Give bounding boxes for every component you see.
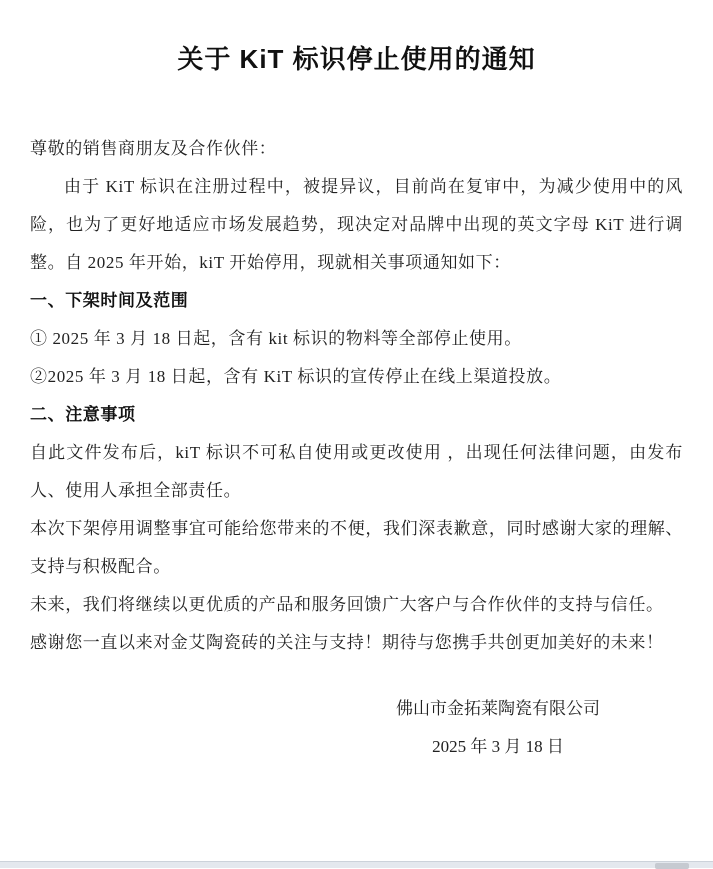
signature-company: 佛山市金拓莱陶瓷有限公司	[396, 699, 600, 718]
section-1-heading: 一、下架时间及范围	[30, 291, 189, 310]
scrollbar-thumb[interactable]	[655, 863, 689, 869]
body-paragraph-future: 未来，我们将继续以更优质的产品和服务回馈广大客户与合作伙伴的支持与信任。	[30, 595, 664, 614]
section-1-item-1: ① 2025 年 3 月 18 日起，含有 kit 标识的物料等全部停止使用。	[30, 329, 522, 348]
intro-paragraph: 由于 KiT 标识在注册过程中，被提异议，目前尚在复审中，为减少使用中的风险，也为了更好地适应市场发展趋势，现决定对品牌中出现的英文字母 KiT 进行调整。自 2025 年开始，kiT 开始停用，现就相关事项通知如下：	[30, 177, 683, 272]
horizontal-scrollbar[interactable]	[0, 861, 713, 868]
signature-date: 2025 年 3 月 18 日	[432, 737, 564, 756]
body-paragraph-apology: 本次下架停用调整事宜可能给您带来的不便，我们深表歉意，同时感谢大家的理解、支持与积极配合。	[30, 519, 683, 576]
greeting-line: 尊敬的销售商朋友及合作伙伴：	[30, 139, 277, 158]
signature-block	[348, 690, 648, 766]
body-paragraph-thanks: 感谢您一直以来对金艾陶瓷砖的关注与支持！期待与您携手共创更加美好的未来！	[30, 633, 664, 652]
document-title: 关于 KiT 标识停止使用的通知	[177, 44, 536, 74]
section-1-item-2: ②2025 年 3 月 18 日起，含有 KiT 标识的宣传停止在线上渠道投放。	[30, 367, 562, 386]
section-2-heading: 二、注意事项	[30, 405, 136, 424]
body-paragraph-legal: 自此文件发布后，kiT 标识不可私自使用或更改使用 ，出现任何法律问题，由发布人、使用人承担全部责任。	[30, 443, 683, 500]
